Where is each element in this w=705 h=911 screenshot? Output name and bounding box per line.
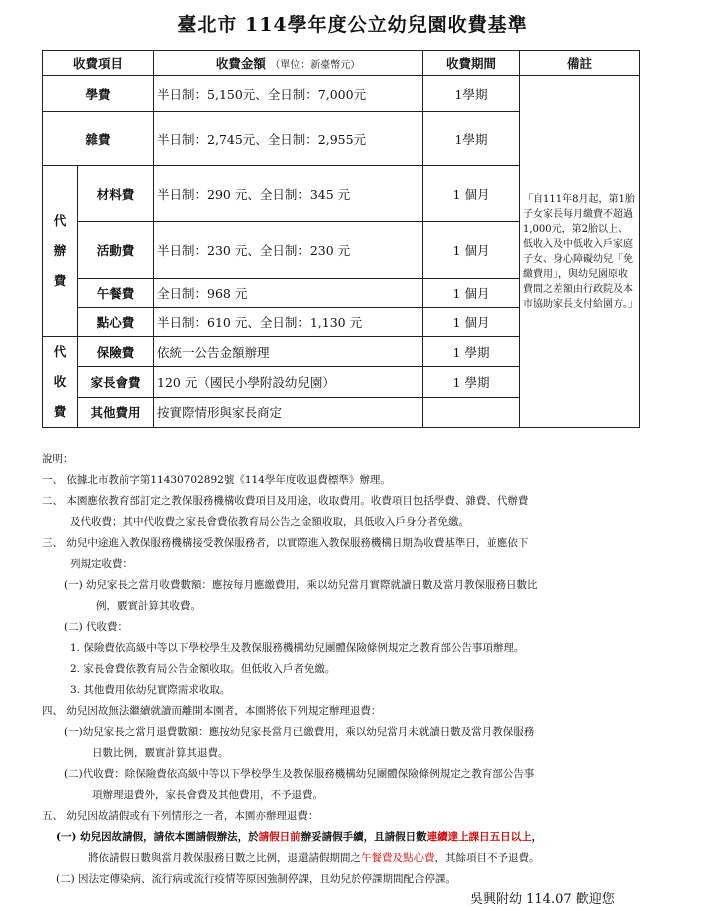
row-period: 1 個月 [423,222,520,279]
header-item: 收費項目 [43,51,154,76]
group-daishou: 代 收 費 [43,337,78,428]
note-4: 四、 幼兒因故無法繼續就讀而離開本園者，本園將依下列規定辦理退費： [42,705,382,717]
note-3-1: (一) 幼兒家長之當月收費數額：應按每月應繳費用，乘以幼兒當月實際就讀日數及當月教保服務日數比 [64,579,538,591]
header-amount: 收費金額 （單位：新臺幣元） [154,51,423,76]
row-amount: 半日制：5,150元、全日制：7,000元 [154,76,423,112]
fee-table [42,50,640,428]
row-period: 1 個月 [423,279,520,308]
row-period: 1學期 [423,112,520,166]
note-5-2: (二) 因法定傳染病、流行病或流行疫情等原因強制停課，且幼兒於停課期間配合停課。 [56,873,457,885]
row-item: 活動費 [78,222,154,279]
header-unit: （單位：新臺幣元） [270,60,361,71]
row-amount: 半日制：290 元、全日制：345 元 [154,166,423,222]
row-period: 1 學期 [423,367,520,397]
row-period: 1 個月 [423,166,520,222]
row-item: 保險費 [78,337,154,367]
note-3-2: (二) 代收費： [64,621,129,633]
header-row [43,51,640,76]
row-amount: 半日制：230 元、全日制：230 元 [154,222,423,279]
highlight-meal-fees: 午餐費及點心費 [361,852,435,864]
remarks-cell: 「自111年8月起，第1胎子女家長每月繳費不超過1,000元，第2胎以上、低收入及中低收入戶家庭子女、身心障礙幼兒「免繳費用」，與幼兒園原收費間之差額由行政院及本市協助家長支付給園方。」 [520,76,640,428]
note-3-2-1: 1. 保險費依高級中等以下學校學生及教保服務機構幼兒團體保險條例規定之教育部公告事項辦理。 [70,642,525,654]
header-period: 收費期間 [423,51,520,76]
note-4-2: (二)代收費：除保險費依高級中等以下學校學生及教保服務機構幼兒團體保險條例規定之教育部公告事 [64,768,535,780]
note-2: 二、 本園應依教育部訂定之教保服務機構收費項目及用途，收取費用。收費項目包括學費、雜費、代辦費 [42,495,529,507]
row-amount: 半日制：2,745元、全日制：2,955元 [154,112,423,166]
row-item: 材料費 [78,166,154,222]
row-period: 1學期 [423,76,520,112]
row-item: 家長會費 [78,367,154,397]
row-item: 學費 [43,76,154,112]
note-3-2-3: 3. 其他費用依幼兒實際需求收取。 [70,684,231,696]
highlight-before-leave: 請假日前 [258,831,301,843]
row-amount: 全日制：968 元 [154,279,423,308]
note-5: 五、 幼兒因故請假或有下列情形之一者，本園亦辦理退費： [42,810,319,822]
note-1: 一、 依據北市教前字第11430702892號《114學年度收退費標準》辦理。 [42,474,391,486]
note-4-2-cont: 項辦理退費外，家長會費及其他費用，不予退費。 [92,789,323,801]
note-5-1: (一) 幼兒因故請假，請依本園請假辦法，於請假日前辦妥請假手續，且請假日數連續達上課日五日以上， [56,831,543,843]
note-3-1-cont: 例，覈實計算其收費。 [96,600,201,612]
note-2-cont: 及代收費；其中代收費之家長會費依教育局公告之金額收取，具低收入戶身分者免繳。 [70,516,469,528]
footer-signature: 吳興附幼 114.07 歡迎您 [470,892,615,907]
notes-heading: 說明： [42,453,74,465]
note-3-2-2: 2. 家長會費依教育局公告金額收取。但低收入戶者免繳。 [70,663,336,675]
row-item: 午餐費 [78,279,154,308]
group-daiban: 代 辦 費 [43,166,78,337]
row-period [423,397,520,427]
row-amount: 依統一公告金額辦理 [154,337,423,367]
notes-section [42,449,662,890]
header-remarks: 備註 [520,51,640,76]
row-period: 1 學期 [423,337,520,367]
page-title: 臺北市 114學年度公立幼兒園收費基準 [177,14,528,36]
note-3: 三、 幼兒中途進入教保服務機構接受教保服務者，以實際進入教保服務機構日期為收費基準日，並應依下 [42,537,529,549]
row-item: 其他費用 [78,397,154,427]
row-amount: 120 元（國民小學附設幼兒園） [154,367,423,397]
table-row [43,76,640,112]
highlight-five-days: 連續達上課日五日以上 [426,831,532,843]
row-period: 1 個月 [423,308,520,337]
note-4-1: (一)幼兒家長之當月退費數額：應按幼兒家長當月已繳費用，乘以幼兒當月未就讀日數及當月教保服務 [64,726,535,738]
row-item: 點心費 [78,308,154,337]
note-4-1-cont: 日數比例，覈實計算其退費。 [92,747,229,759]
note-5-1-cont: 將依請假日數與當月教保服務日數之比例，退還請假期間之午餐費及點心費，其餘項目不予退費。 [88,852,540,864]
row-item: 雜費 [43,112,154,166]
note-3-cont: 列規定收費： [70,558,133,570]
row-amount: 半日制：610 元、全日制：1,130 元 [154,308,423,337]
row-amount: 按實際情形與家長商定 [154,397,423,427]
